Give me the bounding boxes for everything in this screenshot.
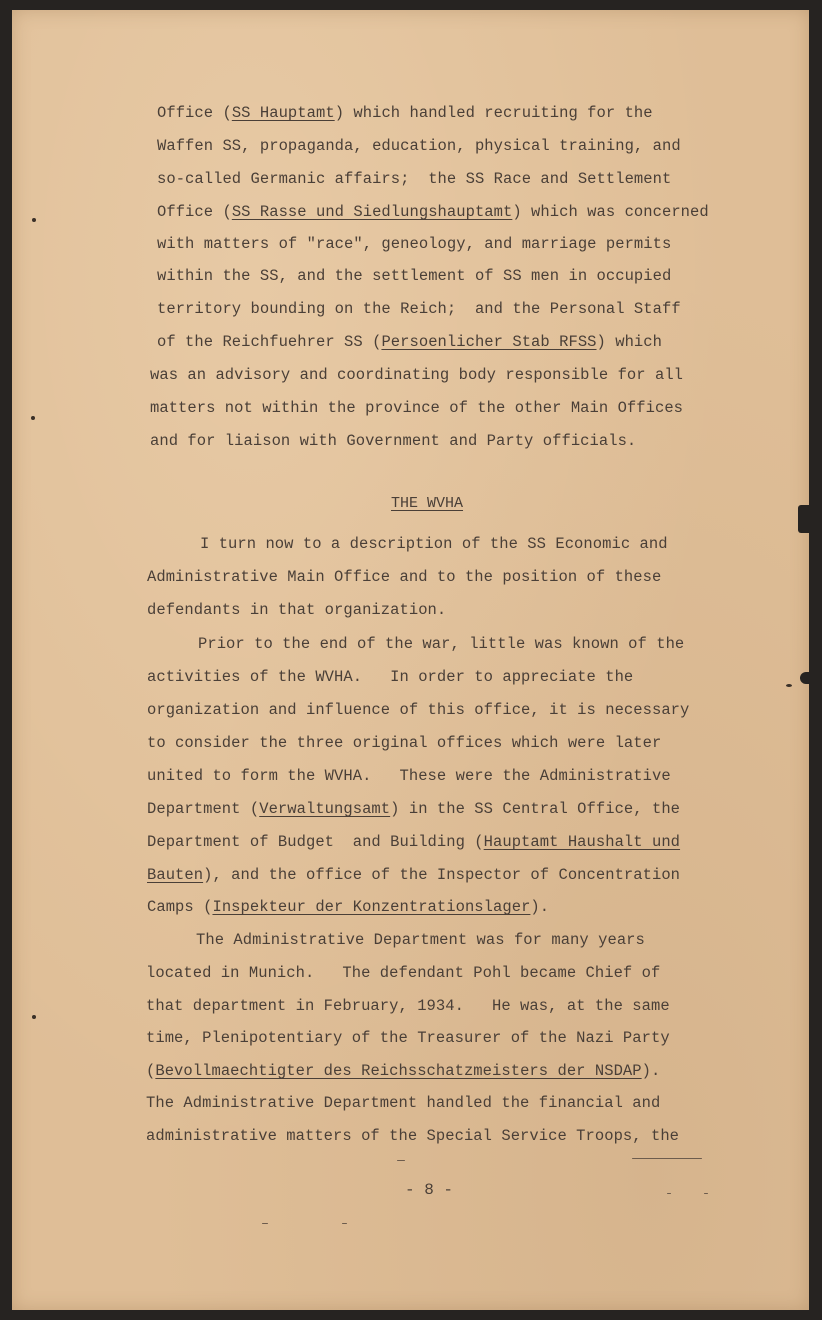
text-segment: ) which (596, 333, 662, 351)
punch-hole-mark (32, 1015, 36, 1019)
underlined-term: SS Rasse und Siedlungshauptamt (231, 203, 513, 221)
punch-hole-mark (31, 416, 35, 420)
text-segment: activities of the WVHA. In order to appreciate the (147, 668, 634, 686)
punch-hole-mark (32, 218, 36, 222)
text-line (147, 700, 689, 720)
text-line (150, 398, 683, 418)
text-segment: organization and influence of this office, it is necessary (147, 701, 690, 719)
text-line (146, 1126, 679, 1146)
text-line (146, 963, 660, 983)
text-segment: ). (641, 1062, 661, 1080)
text-line (198, 634, 684, 654)
text-segment: that department in February, 1934. He was, at the same (146, 997, 670, 1015)
section-heading: THE WVHA (391, 495, 464, 512)
text-line (147, 600, 446, 620)
stray-ink-mark (667, 1193, 671, 1194)
text-line (146, 1061, 660, 1081)
text-segment: to consider the three original offices which were later (147, 734, 662, 752)
text-segment: defendants in that organization. (147, 601, 447, 619)
text-line (157, 266, 671, 286)
underlined-term: Inspekteur der Konzentrationslager (212, 898, 531, 916)
text-line (196, 930, 645, 950)
underlined-term: Persoenlicher Stab RFSS (381, 333, 597, 351)
text-segment: Department of Budget and Building ( (147, 833, 484, 851)
text-line (157, 169, 671, 189)
text-segment: administrative matters of the Special Service Troops, the (146, 1127, 680, 1145)
text-line (146, 1028, 670, 1048)
page-edge-tear (800, 672, 812, 684)
ink-mark (786, 684, 792, 687)
text-line (147, 832, 680, 852)
text-line (146, 996, 670, 1016)
page-number: - 8 - (405, 1181, 454, 1199)
text-line (157, 202, 709, 222)
text-segment: ) in the SS Central Office, the (390, 800, 681, 818)
text-segment: united to form the WVHA. These were the Administrative (147, 767, 671, 785)
text-line (147, 667, 633, 687)
text-segment: time, Plenipotentiary of the Treasurer of the Nazi Party (146, 1029, 670, 1047)
text-segment: was an advisory and coordinating body responsible for all (150, 366, 684, 384)
stray-ink-mark (262, 1223, 268, 1224)
text-segment: and for liaison with Government and Party officials. (150, 432, 637, 450)
text-segment: within the SS, and the settlement of SS men in occupied (157, 267, 672, 285)
text-line (147, 799, 680, 819)
text-segment: ) which was concerned (512, 203, 709, 221)
document-page (12, 10, 809, 1310)
text-line (147, 567, 661, 587)
underlined-term: Verwaltungsamt (259, 800, 391, 818)
text-segment: Waffen SS, propaganda, education, physical training, and (157, 137, 681, 155)
text-segment: Office ( (157, 104, 232, 122)
text-line (150, 431, 636, 451)
underlined-term: Hauptamt Haushalt und (483, 833, 681, 851)
text-segment: Camps ( (147, 898, 213, 916)
stray-ink-mark (397, 1160, 405, 1161)
text-segment: so-called Germanic affairs; the SS Race and Settlement (157, 170, 672, 188)
text-line (147, 865, 680, 885)
text-segment: Administrative Main Office and to the position of these (147, 568, 662, 586)
text-segment: Office ( (157, 203, 232, 221)
text-line (200, 534, 668, 554)
text-segment: territory bounding on the Reich; and the Personal Staff (157, 300, 681, 318)
text-segment: of the Reichfuehrer SS ( (157, 333, 382, 351)
text-segment: Department ( (147, 800, 260, 818)
text-line (157, 136, 681, 156)
text-segment: ), and the office of the Inspector of Concentration (203, 866, 681, 884)
text-segment: ). (530, 898, 550, 916)
text-segment: with matters of "race", geneology, and marriage permits (157, 235, 672, 253)
text-line (157, 299, 681, 319)
text-segment: The Administrative Department handled the financial and (146, 1094, 661, 1112)
page-edge-tear (798, 505, 812, 533)
text-line (157, 103, 653, 123)
text-line (150, 365, 683, 385)
text-line (147, 897, 549, 917)
text-segment: ) which handled recruiting for the (334, 104, 653, 122)
text-segment: ( (146, 1062, 156, 1080)
text-line (147, 766, 671, 786)
text-segment: Prior to the end of the war, little was known of the (198, 635, 685, 653)
text-segment: matters not within the province of the other Main Offices (150, 399, 684, 417)
stray-ink-mark (632, 1158, 702, 1159)
text-line (146, 1093, 660, 1113)
text-line (157, 234, 671, 254)
text-segment: located in Munich. The defendant Pohl became Chief of (146, 964, 661, 982)
text-line (157, 332, 662, 352)
text-segment: The Administrative Department was for many years (196, 931, 645, 949)
stray-ink-mark (342, 1223, 347, 1224)
underlined-term: SS Hauptamt (231, 104, 335, 122)
underlined-term: Bevollmaechtigter des Reichsschatzmeisters der NSDAP (155, 1062, 642, 1080)
stray-ink-mark (704, 1193, 708, 1194)
text-segment: I turn now to a description of the SS Economic and (200, 535, 668, 553)
text-line (147, 733, 661, 753)
underlined-term: Bauten (147, 866, 204, 884)
